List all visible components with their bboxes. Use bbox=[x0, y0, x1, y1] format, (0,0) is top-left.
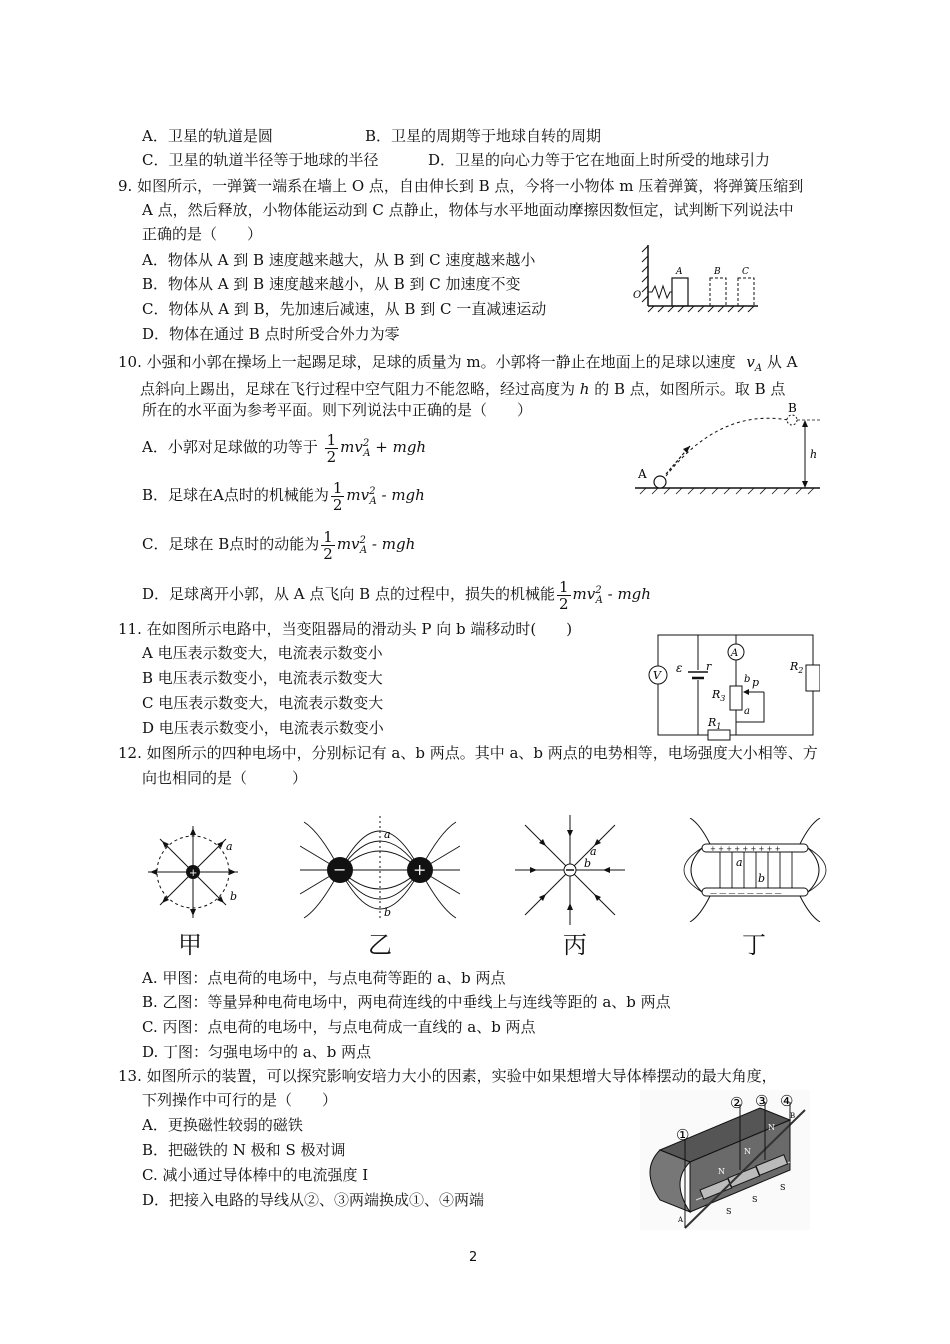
q11-option-a: A 电压表示数变大，电流表示数变小 bbox=[142, 644, 383, 662]
internal-resistance-label: r bbox=[706, 660, 712, 673]
q10-a-tail: + mgh bbox=[375, 438, 427, 456]
frac-den: 2 bbox=[326, 447, 337, 466]
label-b: B bbox=[788, 401, 797, 415]
label-h: h bbox=[810, 448, 818, 461]
voltmeter-label: V bbox=[653, 669, 661, 682]
q10-stem-line2b: 的 B 点，如图所示。取 B 点 bbox=[594, 380, 786, 398]
caption-bing: 丙 bbox=[563, 931, 587, 959]
point-a-label: a bbox=[590, 845, 597, 858]
sup: 2 bbox=[359, 535, 366, 546]
q9-stem-line1: 9. 如图所示，一弹簧一端系在墙上 O 点，自由伸长到 B 点，今将一小物体 m 压着弹簧，将弹簧压缩到 bbox=[118, 177, 804, 195]
q13-option-c: C. 减小通过导体棒中的电流强度 I bbox=[142, 1166, 369, 1184]
q11-stem: 11. 在如图所示电路中，当变阻器局的滑动头 P 向 b 端移动时( ) bbox=[118, 620, 573, 638]
fraction-half bbox=[325, 432, 339, 465]
svg-text:+: + bbox=[189, 868, 198, 879]
q10-stem-line1b: 从 A bbox=[766, 353, 798, 371]
sub: A bbox=[369, 496, 377, 507]
q10-b-tail: - mgh bbox=[381, 486, 425, 504]
frac-den: 2 bbox=[332, 495, 343, 514]
field-figure-jia bbox=[148, 820, 238, 920]
end-b-label: B bbox=[790, 1112, 796, 1120]
q9-stem-line3: 正确的是（ ） bbox=[142, 225, 263, 243]
terminal-a-label: a bbox=[744, 706, 750, 717]
point-b-label: b bbox=[384, 906, 392, 919]
caption-ding: 丁 bbox=[742, 931, 766, 959]
negative-charge: − bbox=[333, 860, 347, 879]
va-symbol: v bbox=[746, 353, 755, 371]
slider-p-label: p bbox=[752, 676, 760, 689]
q13-option-b: B．把磁铁的 N 极和 S 极对调 bbox=[142, 1141, 346, 1159]
page-number: 2 bbox=[469, 1250, 478, 1265]
terminal-3-label: ③ bbox=[755, 1092, 769, 1110]
fraction-half bbox=[331, 480, 345, 513]
point-a-label: a bbox=[226, 840, 233, 853]
caption-yi: 乙 bbox=[368, 931, 392, 959]
point-a-label: a bbox=[384, 828, 391, 841]
frac-num: 1 bbox=[332, 478, 343, 497]
circuit-figure bbox=[640, 630, 820, 742]
pole-s-label: S bbox=[726, 1207, 732, 1216]
frac-num: 1 bbox=[326, 430, 337, 449]
terminal-b-label: b bbox=[744, 674, 751, 685]
q12-stem-line2: 向也相同的是（ ） bbox=[142, 769, 308, 787]
positive-charge: + bbox=[413, 860, 427, 879]
mv: mv bbox=[336, 535, 360, 553]
label-c: C bbox=[742, 267, 749, 277]
mv: mv bbox=[572, 585, 596, 603]
frac-den: 2 bbox=[558, 594, 569, 613]
q10-c-tail: - mgh bbox=[371, 535, 416, 553]
end-a-label: A bbox=[678, 1216, 684, 1224]
q10-h: h bbox=[579, 380, 590, 398]
q10-option-a-text: A．小郭对足球做的功等于 bbox=[142, 438, 318, 456]
q12-option-d: D. 丁图：匀强电场中的 a、b 两点 bbox=[142, 1043, 372, 1061]
q13-stem-line2: 下列操作中可行的是（ ） bbox=[142, 1091, 338, 1109]
caption-jia: 甲 bbox=[178, 931, 202, 959]
sup: 2 bbox=[369, 486, 376, 497]
svg-text:+ + + + + + + + +: + + + + + + + + + bbox=[710, 845, 781, 853]
mv: mv bbox=[346, 486, 370, 504]
fraction-half bbox=[557, 579, 571, 612]
q11-option-d: D 电压表示数变小，电流表示数变小 bbox=[142, 719, 384, 737]
r1-label: $R_1$ bbox=[708, 716, 722, 731]
pole-s-label: S bbox=[752, 1195, 758, 1204]
q11-option-b: B 电压表示数变小，电流表示数变大 bbox=[142, 669, 383, 687]
q8-option-a: A．卫星的轨道是圆 bbox=[142, 127, 273, 145]
football-trajectory-figure bbox=[630, 400, 830, 500]
terminal-2-label: ② bbox=[730, 1094, 744, 1112]
va-subscript: A bbox=[754, 363, 763, 374]
ampere-force-apparatus-figure bbox=[640, 1090, 810, 1230]
frac-den: 2 bbox=[323, 544, 333, 563]
sup: 2 bbox=[595, 585, 602, 596]
q11-option-c: C 电压表示数变大，电流表示数变大 bbox=[142, 694, 384, 712]
q8-option-b: B．卫星的周期等于地球自转的周期 bbox=[365, 127, 602, 145]
q8-option-d: D．卫星的向心力等于它在地面上时所受的地球引力 bbox=[428, 151, 771, 169]
terminal-4-label: ④ bbox=[780, 1092, 794, 1110]
sup: 2 bbox=[362, 438, 370, 449]
label-a: A bbox=[676, 267, 683, 277]
q13-stem-line1: 13. 如图所示的装置，可以探究影响安培力大小的因素，实验中如果想增大导体棒摆动的最大角度， bbox=[118, 1067, 777, 1085]
r3-label: $R_3$ bbox=[712, 688, 726, 703]
q10-stem-line2 bbox=[140, 379, 785, 399]
frac-num: 1 bbox=[323, 527, 333, 546]
q9-option-a: A．物体从 A 到 B 速度越来越大，从 B 到 C 速度越来越小 bbox=[142, 251, 536, 269]
q10-option-c-text: C．足球在 B点时的动能为 bbox=[142, 535, 320, 553]
emf-label: ε bbox=[676, 661, 683, 675]
frac-num: 1 bbox=[558, 577, 569, 596]
q10-va bbox=[746, 353, 763, 374]
q12-option-a: A. 甲图：点电荷的电场中，与点电荷等距的 a、b 两点 bbox=[142, 969, 506, 987]
sub: A bbox=[595, 595, 603, 606]
mv: mv bbox=[340, 438, 363, 456]
ammeter-label: A bbox=[731, 648, 739, 659]
pole-s-label: S bbox=[780, 1183, 786, 1192]
label-o: O bbox=[633, 290, 642, 301]
fraction-half bbox=[321, 529, 335, 562]
pole-n-label: N bbox=[718, 1167, 725, 1176]
point-a-label: a bbox=[736, 856, 743, 869]
spring-block-figure bbox=[630, 240, 770, 320]
q8-option-c: C．卫星的轨道半径等于地球的半径 bbox=[142, 151, 379, 169]
field-figure-ding bbox=[680, 818, 830, 922]
label-a: A bbox=[638, 467, 647, 481]
q12-stem-line1: 12. 如图所示的四种电场中，分别标记有 a、b 两点。其中 a、b 两点的电势相等，电场强度大小相等、方 bbox=[118, 744, 818, 762]
q9-stem-line2: A 点，然后释放，小物体能运动到 C 点静止，物体与水平地面动摩擦因数恒定，试判断下列说法中 bbox=[142, 201, 794, 219]
label-b: B bbox=[714, 267, 721, 277]
terminal-1-label: ① bbox=[676, 1126, 690, 1144]
point-b-label: b bbox=[758, 872, 766, 885]
q10-option-b bbox=[142, 472, 425, 522]
q10-stem-line3: 所在的水平面为参考平面。则下列说法中正确的是（ ） bbox=[142, 401, 533, 419]
q10-stem-line1a: 10. 小强和小郭在操场上一起踢足球，足球的质量为 m。小郭将一静止在地面上的足球以速度 bbox=[118, 353, 736, 371]
q12-option-b: B. 乙图：等量异种电荷电场中，两电荷连线的中垂线上与连线等距的 a、b 两点 bbox=[142, 993, 671, 1011]
q10-option-b-text: B．足球在A点时的机械能为 bbox=[142, 486, 329, 504]
pole-n-label: N bbox=[744, 1147, 751, 1156]
field-figure-bing bbox=[510, 815, 630, 925]
pole-n-label: N bbox=[768, 1123, 775, 1132]
q9-option-b: B．物体从 A 到 B 速度越来越小，从 B 到 C 加速度不变 bbox=[142, 275, 521, 293]
q10-option-d bbox=[142, 571, 651, 621]
q12-option-c: C. 丙图：点电荷的电场中，与点电荷成一直线的 a、b 两点 bbox=[142, 1018, 536, 1036]
q13-option-d: D．把接入电路的导线从②、③两端换成①、④两端 bbox=[142, 1191, 485, 1209]
q13-option-a: A．更换磁性较弱的磁铁 bbox=[142, 1116, 303, 1134]
q9-option-d: D．物体在通过 B 点时所受合外力为零 bbox=[142, 325, 400, 343]
sub: A bbox=[363, 448, 371, 459]
field-figure-yi bbox=[300, 812, 460, 922]
q9-option-c: C．物体从 A 到 B，先加速后减速，从 B 到 C 一直减速运动 bbox=[142, 300, 547, 318]
svg-text:— — — — — — — —: — — — — — — — — bbox=[710, 889, 782, 897]
q10-option-d-text: D．足球离开小郭，从 A 点飞向 B 点的过程中，损失的机械能 bbox=[142, 585, 555, 603]
point-b-label: b bbox=[584, 857, 592, 870]
q10-option-a bbox=[142, 424, 426, 474]
r2-label: $R_2$ bbox=[790, 660, 804, 675]
q10-stem-line1 bbox=[118, 352, 798, 379]
q10-d-tail: - mgh bbox=[607, 585, 651, 603]
q10-stem-line2a: 点斜向上踢出，足球在飞行过程中空气阻力不能忽略，经过高度为 bbox=[140, 380, 576, 398]
q10-option-c bbox=[142, 521, 415, 571]
point-b-label: b bbox=[230, 890, 238, 903]
sub: A bbox=[359, 545, 368, 556]
